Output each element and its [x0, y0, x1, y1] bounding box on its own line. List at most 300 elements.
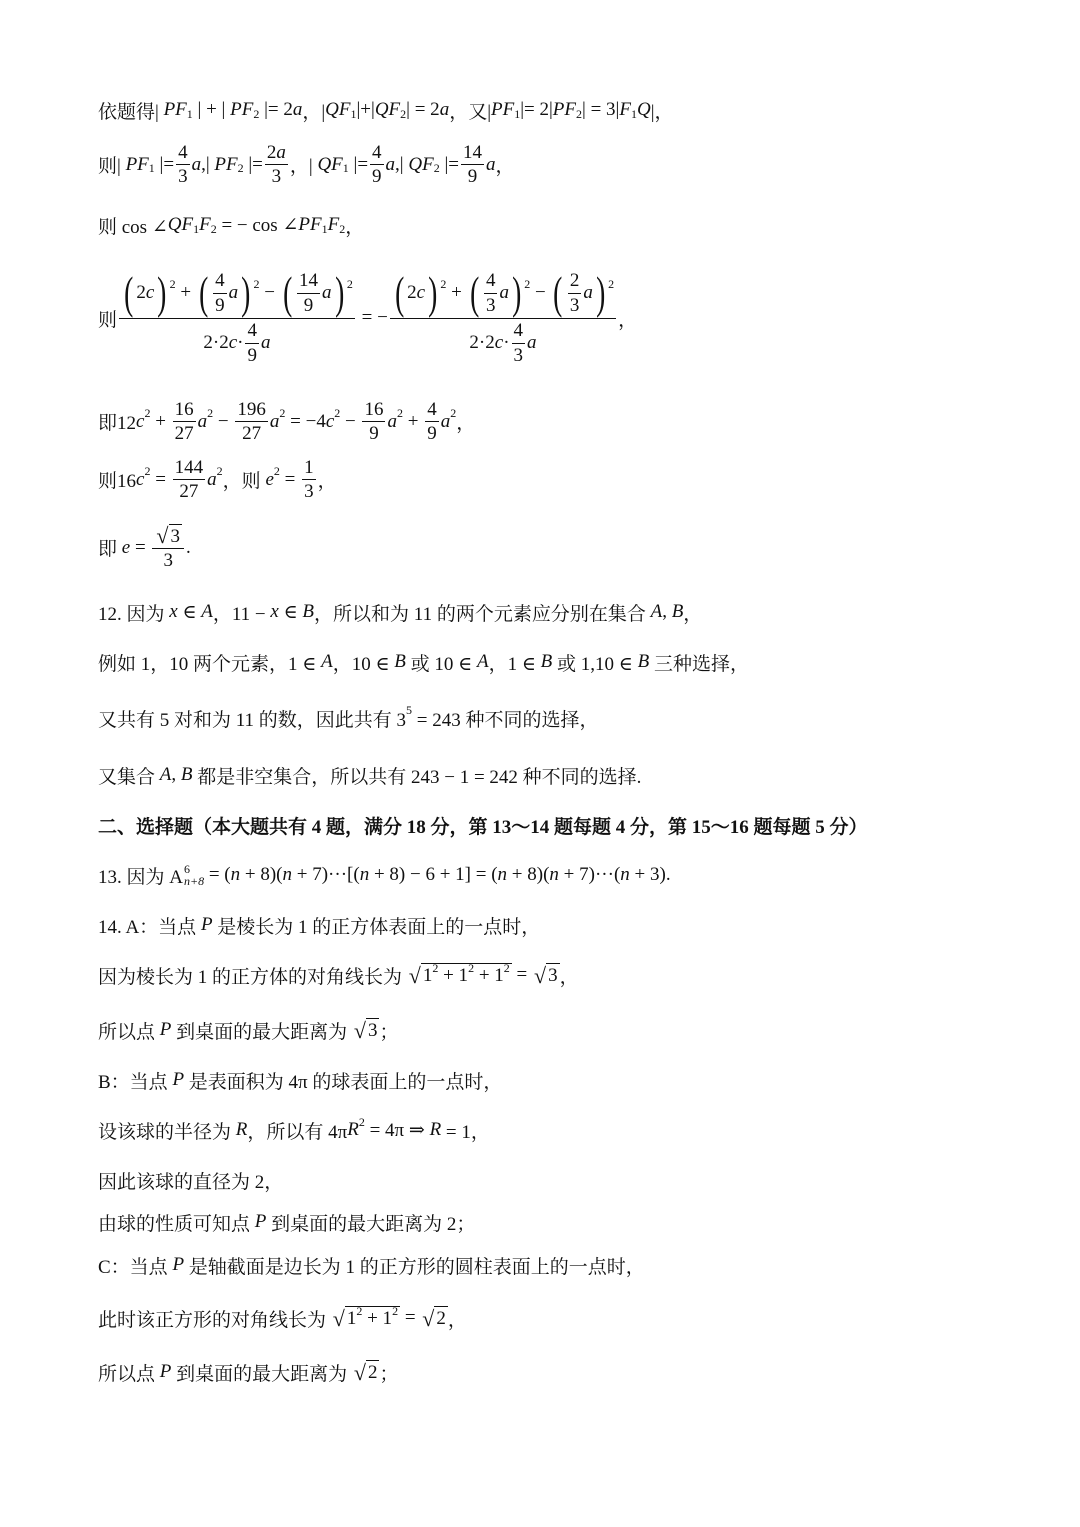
math-variable: c [325, 410, 335, 432]
math-variable: A [201, 601, 213, 622]
text-run: 到桌面的最大距离为 [171, 1021, 352, 1043]
math-variable: B [394, 651, 406, 672]
solution-line [98, 212, 364, 239]
fraction [173, 457, 206, 504]
math-variable: R [235, 1119, 248, 1140]
square-root [332, 1303, 400, 1331]
text-run: 所以点 [98, 1363, 160, 1385]
text-run: = [150, 468, 171, 490]
text-run: ， [456, 413, 476, 435]
fraction [119, 267, 355, 366]
text-run: = [511, 964, 532, 985]
solution-line [98, 267, 638, 366]
text-run: + [175, 282, 196, 304]
subscript: 1 [514, 106, 521, 121]
text-run: + 8) − 6 + 1] = ( [369, 864, 498, 885]
subscript: 2 [433, 161, 440, 176]
text-run: 三种选择， [649, 653, 749, 675]
text-run: 3 [367, 1020, 378, 1041]
text-run: = [279, 468, 301, 490]
right-paren: ) [241, 267, 251, 319]
text-run: + [150, 410, 171, 432]
right-paren: ) [428, 267, 438, 319]
numerator [370, 142, 384, 166]
text-run: 9 [369, 423, 379, 445]
math-variable: B [671, 601, 684, 622]
solution-line [98, 524, 191, 573]
math-variable: PF [214, 153, 238, 175]
fraction [152, 524, 184, 573]
radicand [546, 963, 560, 987]
math-variable: a [191, 153, 202, 175]
superscript: 2 [432, 960, 439, 975]
text-run: 又集合 [98, 766, 160, 788]
text-run: | = 3| [582, 99, 620, 120]
text-run: 4 [247, 319, 257, 341]
math-variable: n [497, 864, 508, 885]
numerator [152, 524, 184, 550]
text-run: |， [650, 101, 674, 123]
math-variable: c [416, 282, 426, 304]
denominator [240, 422, 263, 445]
text-run: ,| [201, 153, 215, 175]
text-run: ， [317, 471, 337, 493]
subscript: 1 [350, 106, 357, 121]
text-run: ， [495, 156, 515, 178]
denominator [270, 165, 284, 188]
math-variable: a [385, 153, 396, 175]
text-run: = ( [204, 864, 231, 885]
denominator [466, 165, 480, 188]
text-run: ， [683, 603, 703, 625]
fraction [568, 270, 582, 317]
fraction [362, 399, 385, 446]
denominator [467, 319, 538, 367]
text-run: 196 [237, 398, 266, 420]
text-run: = − [356, 307, 388, 329]
math-variable: A [476, 651, 489, 672]
text-run: 2 [136, 282, 146, 304]
right-paren: ) [595, 267, 606, 319]
superscript: 2 [468, 960, 475, 975]
superscript: 2 [450, 406, 457, 421]
text-run: 或 10 ∈ [405, 653, 477, 675]
math-variable: P [254, 1211, 267, 1232]
fraction [173, 399, 196, 446]
text-run: 9 [467, 166, 478, 188]
parenthesized-group [467, 267, 525, 319]
superscript: 2 [334, 406, 341, 421]
math-variable: a [269, 410, 280, 432]
text-run: 3 [569, 294, 580, 316]
denominator [302, 294, 316, 317]
solution-line [98, 97, 674, 124]
square-root [422, 1306, 448, 1330]
math-variable: R [347, 1119, 359, 1140]
math-variable: x [270, 601, 279, 622]
text-run: 到桌面的最大距离为 [171, 1363, 352, 1385]
solution-line [98, 1209, 475, 1236]
text-run: 依题得| [98, 101, 164, 123]
text-run: + 1 [362, 1308, 393, 1329]
radical-sign: √ [332, 1306, 345, 1331]
superscript: 2 [608, 277, 615, 292]
numerator [362, 399, 385, 423]
solution-line [98, 399, 475, 446]
text-run: = 4π ⇒ [364, 1119, 430, 1141]
text-run: 3 [304, 481, 314, 503]
text-run: · [503, 332, 510, 354]
text-run: 9 [303, 294, 314, 316]
math-variable: n [282, 864, 293, 885]
text-run: − [259, 282, 280, 304]
superscript: 2 [358, 1114, 365, 1129]
solution-line [98, 862, 671, 889]
math-variable: c [228, 332, 238, 354]
text-run: 16 [364, 398, 384, 420]
text-run: B：当点 [98, 1071, 173, 1093]
text-run: |= [154, 153, 175, 175]
group-body [407, 282, 425, 304]
denominator [245, 344, 259, 367]
subscript: 1 [148, 161, 155, 176]
right-paren: ) [512, 267, 522, 319]
text-run: 2·2 [203, 332, 229, 354]
text-run: 14. A：当点 [98, 916, 201, 938]
square-root [408, 960, 512, 988]
superscript: 2 [144, 464, 151, 479]
denominator [367, 422, 381, 445]
text-run: 12. 因为 [98, 603, 170, 625]
text-run: 是棱长为 1 的正方体表面上的一点时， [212, 916, 541, 938]
left-paren: ( [394, 267, 405, 319]
math-variable: A [159, 764, 172, 785]
radical-sign: √ [534, 963, 547, 988]
radical-sign: √ [156, 523, 169, 549]
text-run: 由球的性质可知点 [98, 1213, 255, 1235]
text-run: + [402, 410, 424, 432]
text-run: + 7)···[( [292, 864, 360, 885]
text-run: 27 [179, 481, 199, 503]
text-run: 因为棱长为 1 的正方体的对角线长为 [98, 966, 407, 988]
radicand [434, 1306, 448, 1330]
superscript: 2 [524, 277, 531, 292]
math-variable: n [620, 864, 630, 885]
denominator [484, 294, 498, 317]
text-run: 4 [215, 270, 225, 291]
math-variable: n [230, 864, 241, 885]
text-run: − [340, 410, 361, 432]
text-run: 27 [242, 423, 262, 445]
text-run: 9 [215, 294, 225, 316]
text-run: = 243 种不同的选择， [412, 709, 599, 731]
subscript: 2 [339, 221, 346, 236]
subscript: 2 [237, 161, 244, 176]
math-variable: a [207, 468, 217, 490]
math-variable: P [159, 1019, 172, 1040]
superscript: 6 [183, 862, 190, 876]
parenthesized-group [280, 267, 347, 319]
text-run: |+| [356, 99, 375, 120]
subscript: 2 [210, 221, 217, 236]
fraction [265, 142, 288, 189]
left-paren: ( [553, 267, 563, 319]
text-run: + 3). [629, 864, 671, 885]
math-variable: a [260, 332, 271, 354]
superscript: 2 [253, 277, 260, 292]
text-run: + 8)( [240, 864, 283, 885]
radicand [421, 960, 512, 987]
sup-sub-script [184, 863, 204, 887]
fraction [461, 142, 484, 189]
math-variable: F [619, 99, 631, 120]
text-run: ,| [395, 153, 409, 175]
numerator [302, 457, 316, 481]
fraction [213, 270, 227, 317]
text-run: 3 [485, 294, 496, 316]
numerator [235, 399, 268, 423]
superscript: 2 [346, 277, 353, 292]
solution-line [98, 1359, 398, 1386]
text-run: 4 [513, 319, 524, 341]
group-body [211, 270, 238, 317]
text-run: 此时该正方形的对角线长为 [98, 1309, 331, 1331]
subscript: 2 [400, 106, 407, 121]
text-run: 4 [178, 141, 188, 163]
solution-line [98, 702, 599, 732]
solution-line [98, 457, 337, 504]
text-run: 例如 1，10 两个元素，1 ∈ [98, 653, 322, 675]
numerator [390, 267, 616, 319]
fraction [370, 142, 384, 189]
math-variable: a [440, 410, 451, 432]
math-variable: e [265, 468, 274, 490]
text-run: 则| [98, 156, 126, 178]
text-run: |= [243, 153, 263, 175]
text-run: 144 [174, 456, 204, 478]
text-run: 所以点 [98, 1021, 160, 1043]
solution-line [98, 1067, 502, 1094]
denominator [201, 319, 272, 367]
subscript: 1 [630, 106, 637, 121]
math-variable: QF [408, 153, 434, 175]
parenthesized-group [121, 267, 170, 319]
math-variable: a [276, 141, 286, 163]
math-variable: x [169, 601, 178, 622]
denominator [176, 165, 190, 188]
text-run: 即12 [98, 413, 137, 435]
superscript: 2 [503, 960, 510, 975]
superscript: 2 [392, 1303, 399, 1318]
subscript: n+8 [183, 874, 205, 888]
text-run: + [446, 282, 467, 304]
math-variable: QF [167, 214, 194, 235]
section-heading [98, 812, 868, 839]
math-variable: A [650, 601, 663, 622]
radical-sign: √ [353, 1360, 366, 1385]
text-run: = [400, 1307, 421, 1328]
denominator [173, 422, 196, 445]
text-run: ，则 [222, 471, 266, 493]
math-variable: a [499, 282, 509, 304]
math-variable: P [172, 1254, 185, 1275]
parenthesized-group [392, 267, 441, 319]
left-paren: ( [469, 267, 479, 319]
denominator [370, 165, 384, 188]
math-variable: P [172, 1069, 185, 1090]
math-variable: a [439, 99, 450, 120]
math-variable: PF [163, 99, 187, 120]
subscript: 1 [186, 106, 193, 121]
solution-line [98, 1305, 467, 1332]
superscript: 2 [440, 277, 447, 292]
text-run: ∈ [278, 601, 303, 623]
square-root [156, 524, 182, 548]
numerator [425, 399, 439, 423]
text-run: 2·2 [469, 332, 495, 354]
superscript: 2 [356, 1303, 363, 1318]
text-run: ，11 − [212, 603, 271, 625]
denominator [425, 422, 439, 445]
radicand [366, 1360, 380, 1384]
text-run: 即 [98, 539, 122, 561]
numerator [213, 270, 227, 294]
square-root [354, 1018, 380, 1042]
text-run: 2 [407, 282, 417, 304]
math-variable: F [199, 214, 211, 235]
denominator [213, 294, 227, 317]
text-run: 3 [163, 550, 173, 572]
math-variable: A [321, 651, 333, 672]
parenthesized-group [196, 267, 254, 319]
math-variable: c [145, 282, 155, 304]
text-run: 则16 [98, 471, 137, 493]
text-run: , [662, 601, 672, 622]
text-run: ， [345, 216, 365, 238]
text-run: ，又| [449, 101, 491, 123]
superscript: 2 [396, 406, 403, 421]
math-variable: n [549, 864, 559, 885]
superscript: 2 [207, 406, 214, 421]
math-variable: P [159, 1361, 172, 1382]
math-variable: B [540, 651, 553, 672]
math-variable: a [485, 153, 496, 175]
numerator [119, 267, 355, 319]
subscript: 2 [253, 106, 260, 121]
numerator [245, 320, 259, 344]
text-run: 3 [178, 166, 188, 188]
group-body [136, 282, 154, 304]
math-variable: a [387, 410, 397, 432]
numerator [484, 270, 498, 294]
math-variable: c [136, 410, 145, 432]
text-run: 9 [372, 166, 382, 188]
text-run: + 1 [474, 965, 504, 986]
text-run: |= [348, 153, 369, 175]
text-run: 2 [569, 270, 580, 291]
superscript: 2 [216, 464, 223, 479]
square-root [534, 963, 560, 987]
math-variable: a [527, 332, 537, 354]
left-paren: ( [198, 267, 209, 319]
solution-line [98, 1114, 490, 1144]
math-variable: c [136, 468, 145, 490]
denominator [512, 344, 526, 367]
math-variable: n [359, 864, 370, 885]
radicand [345, 1303, 400, 1330]
text-run: 9 [427, 423, 437, 445]
text-run: 3 [170, 525, 180, 547]
text-run: |= 2 [259, 99, 293, 120]
text-run: · [237, 332, 244, 354]
text-run: 是轴截面是边长为 1 的正方形的圆柱表面上的一点时， [184, 1256, 645, 1278]
text-run: . [186, 536, 191, 558]
math-variable: P [200, 914, 213, 935]
subscript: 1 [193, 221, 200, 236]
text-run: ，| [302, 101, 326, 123]
radical-sign: √ [353, 1018, 366, 1043]
text-run: 3 [513, 344, 524, 366]
text-run: ， [447, 1309, 467, 1331]
solution-line [98, 649, 749, 676]
math-variable: QF [325, 99, 351, 120]
group-body [482, 270, 509, 317]
text-run: 3 [271, 166, 282, 188]
text-run: ，10 ∈ [332, 653, 395, 675]
superscript: 2 [273, 464, 280, 479]
subscript: 1 [321, 221, 328, 236]
fraction [297, 270, 320, 317]
fraction [484, 270, 498, 317]
left-paren: ( [282, 267, 292, 319]
text-run: + 1 [438, 965, 469, 986]
solution-line [98, 912, 540, 939]
text-run: + 7)···( [558, 864, 621, 885]
math-variable: B [302, 601, 315, 622]
text-run: = − cos ∠ [216, 214, 299, 236]
text-run: 14 [299, 270, 319, 291]
solution-line [98, 1017, 398, 1044]
text-run: 13. 因为 A [98, 866, 183, 888]
text-run: 27 [174, 423, 194, 445]
text-run: |= 2| [520, 99, 553, 120]
text-run: 16 [174, 398, 194, 420]
text-run: 到桌面的最大距离为 2； [266, 1213, 476, 1235]
text-run: = −4 [285, 410, 326, 432]
math-variable: R [429, 1119, 442, 1140]
right-paren: ) [334, 267, 344, 319]
text-run: 二、选择题（本大题共有 4 题，满分 18 分，第 13～14 题每题 4 分，第 15～16 题每题 5 分） [98, 816, 868, 838]
right-paren: ) [157, 267, 167, 319]
math-variable: a [292, 99, 303, 120]
left-paren: ( [124, 267, 134, 319]
subscript: 2 [576, 106, 583, 121]
text-run: 因此该球的直径为 2， [98, 1171, 284, 1193]
numerator [512, 320, 526, 344]
text-run: ，1 ∈ [488, 653, 541, 675]
text-run: 9 [247, 344, 257, 366]
denominator [177, 480, 200, 503]
text-run: 4 [427, 398, 437, 420]
denominator [302, 480, 316, 503]
math-variable: a [228, 282, 239, 304]
radicand [366, 1018, 380, 1042]
text-run: 14 [462, 141, 482, 163]
fraction [390, 267, 616, 366]
text-run: 是表面积为 4π 的球表面上的一点时， [184, 1071, 503, 1093]
text-run: + 8)( [507, 864, 550, 885]
fraction [302, 457, 316, 504]
